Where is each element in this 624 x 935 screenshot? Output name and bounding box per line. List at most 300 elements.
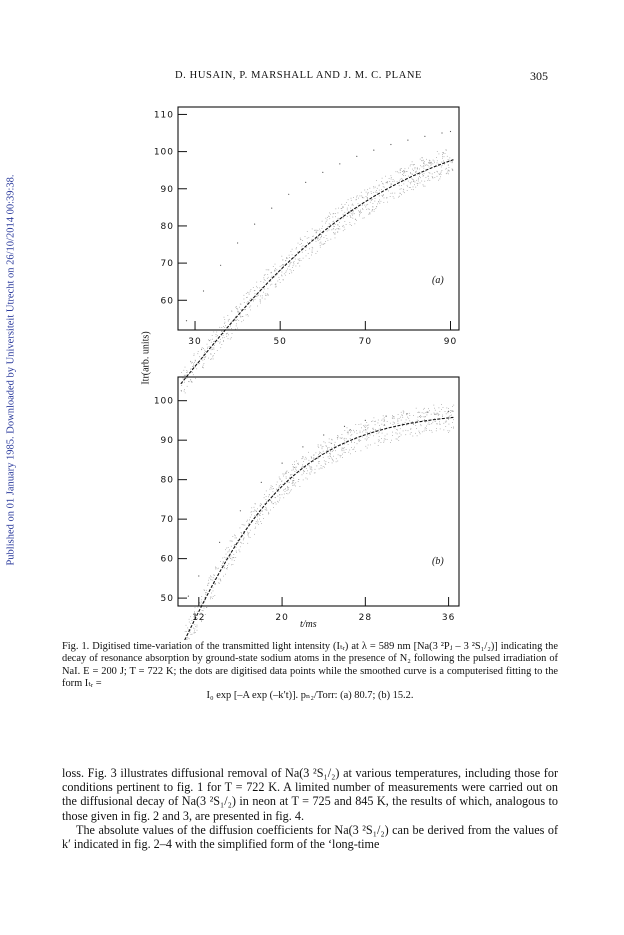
data-point xyxy=(191,363,192,364)
data-point xyxy=(286,471,287,472)
data-point xyxy=(428,162,429,163)
data-point xyxy=(197,353,198,354)
data-point xyxy=(295,482,296,483)
data-point xyxy=(361,212,362,213)
data-point xyxy=(342,210,343,211)
data-point xyxy=(357,433,358,434)
data-point xyxy=(416,171,417,172)
data-point xyxy=(344,229,345,230)
data-point xyxy=(337,224,338,225)
data-point xyxy=(412,178,413,179)
data-point xyxy=(348,432,349,433)
data-point xyxy=(283,280,284,281)
data-point xyxy=(215,569,216,570)
data-point xyxy=(391,179,392,180)
data-point xyxy=(221,330,222,331)
data-point xyxy=(227,569,228,570)
data-point xyxy=(293,265,294,266)
data-point xyxy=(271,208,272,209)
data-point xyxy=(348,211,349,212)
data-point xyxy=(313,457,314,458)
panel-b-data-points xyxy=(181,404,454,640)
panel-a-data-points xyxy=(181,131,453,393)
data-point xyxy=(377,192,378,193)
data-point xyxy=(276,504,277,505)
data-point xyxy=(367,204,368,205)
data-point xyxy=(365,427,366,428)
data-point xyxy=(237,242,238,243)
data-point xyxy=(272,276,273,277)
data-point xyxy=(394,418,395,419)
data-point xyxy=(320,247,321,248)
data-point xyxy=(334,226,335,227)
data-point xyxy=(243,538,244,539)
data-point xyxy=(329,223,330,224)
data-point xyxy=(244,295,245,296)
data-point xyxy=(333,228,334,229)
data-point xyxy=(337,232,338,233)
data-point xyxy=(303,466,304,467)
data-point xyxy=(417,169,418,170)
data-point xyxy=(328,462,329,463)
data-point xyxy=(450,412,451,413)
data-point xyxy=(257,306,258,307)
data-point xyxy=(453,411,454,412)
data-point xyxy=(363,197,364,198)
data-point xyxy=(420,417,421,418)
data-point xyxy=(441,174,442,175)
data-point xyxy=(312,229,313,230)
data-point xyxy=(273,507,274,508)
data-point xyxy=(271,502,272,503)
data-point xyxy=(365,446,366,447)
data-point xyxy=(189,638,190,639)
data-point xyxy=(333,232,334,233)
data-point xyxy=(438,180,439,181)
data-point xyxy=(383,202,384,203)
data-point xyxy=(335,213,336,214)
data-point xyxy=(186,372,187,373)
data-point xyxy=(344,430,345,431)
data-point xyxy=(204,589,205,590)
data-point xyxy=(416,428,417,429)
data-point xyxy=(287,490,288,491)
data-point xyxy=(283,490,284,491)
data-point xyxy=(420,165,421,166)
data-point xyxy=(424,164,425,165)
data-point xyxy=(433,405,434,406)
data-point xyxy=(345,452,346,453)
data-point xyxy=(224,337,225,338)
data-point xyxy=(286,493,287,494)
data-point xyxy=(314,473,315,474)
data-point xyxy=(452,162,453,163)
data-point xyxy=(312,247,313,248)
data-point xyxy=(424,419,425,420)
data-point xyxy=(381,181,382,182)
data-point xyxy=(400,417,401,418)
data-point xyxy=(412,174,413,175)
data-point xyxy=(398,440,399,441)
data-point xyxy=(294,264,295,265)
data-point xyxy=(368,445,369,446)
data-point xyxy=(303,258,304,259)
data-point xyxy=(303,480,304,481)
data-point xyxy=(423,184,424,185)
data-point xyxy=(305,250,306,251)
data-point xyxy=(321,445,322,446)
data-point xyxy=(403,191,404,192)
data-point xyxy=(421,416,422,417)
data-point xyxy=(211,358,212,359)
data-point xyxy=(265,294,266,295)
data-point xyxy=(247,543,248,544)
data-point xyxy=(191,634,192,635)
data-point xyxy=(206,607,207,608)
data-point xyxy=(240,528,241,529)
data-point xyxy=(342,437,343,438)
data-point xyxy=(367,436,368,437)
data-point xyxy=(333,213,334,214)
data-point xyxy=(190,379,191,380)
data-point xyxy=(413,170,414,171)
data-point xyxy=(343,230,344,231)
data-point xyxy=(389,178,390,179)
data-point xyxy=(375,208,376,209)
data-point xyxy=(428,408,429,409)
data-point xyxy=(399,185,400,186)
data-point xyxy=(326,453,327,454)
data-point xyxy=(302,246,303,247)
data-point xyxy=(365,439,366,440)
panel-b-tag: (b) xyxy=(432,556,444,567)
data-point xyxy=(349,450,350,451)
data-point xyxy=(337,437,338,438)
data-point xyxy=(187,386,188,387)
data-point xyxy=(283,265,284,266)
data-point xyxy=(186,370,187,371)
data-point xyxy=(417,435,418,436)
data-point xyxy=(316,241,317,242)
data-point xyxy=(340,455,341,456)
data-point xyxy=(410,183,411,184)
data-point xyxy=(437,172,438,173)
data-point xyxy=(190,632,191,633)
data-point xyxy=(309,466,310,467)
data-point xyxy=(232,333,233,334)
data-point xyxy=(296,247,297,248)
data-point xyxy=(375,424,376,425)
data-point xyxy=(214,349,215,350)
data-point xyxy=(183,370,184,371)
data-point xyxy=(411,164,412,165)
data-point xyxy=(289,273,290,274)
data-point xyxy=(350,429,351,430)
data-point xyxy=(356,197,357,198)
data-point xyxy=(335,450,336,451)
data-point xyxy=(329,213,330,214)
data-point xyxy=(367,193,368,194)
data-point xyxy=(188,638,189,639)
data-point xyxy=(212,335,213,336)
data-point xyxy=(344,440,345,441)
data-point xyxy=(307,242,308,243)
data-point xyxy=(213,587,214,588)
data-point xyxy=(379,425,380,426)
data-point xyxy=(290,475,291,476)
data-point xyxy=(204,350,205,351)
data-point xyxy=(360,210,361,211)
data-point xyxy=(330,453,331,454)
data-point xyxy=(409,187,410,188)
data-point xyxy=(344,227,345,228)
data-point xyxy=(294,467,295,468)
data-point xyxy=(189,619,190,620)
data-point xyxy=(365,430,366,431)
data-point xyxy=(426,177,427,178)
data-point xyxy=(292,481,293,482)
data-point xyxy=(331,448,332,449)
data-point xyxy=(287,471,288,472)
data-point xyxy=(373,207,374,208)
data-point xyxy=(420,416,421,417)
data-point xyxy=(289,477,290,478)
data-point xyxy=(391,175,392,176)
data-point xyxy=(211,593,212,594)
data-point xyxy=(364,426,365,427)
data-point xyxy=(368,425,369,426)
data-point xyxy=(421,160,422,161)
data-point xyxy=(248,523,249,524)
data-point xyxy=(448,170,449,171)
data-point xyxy=(268,270,269,271)
data-point xyxy=(232,541,233,542)
data-point xyxy=(432,174,433,175)
data-point xyxy=(302,474,303,475)
data-point xyxy=(250,310,251,311)
data-point xyxy=(448,408,449,409)
data-point xyxy=(299,260,300,261)
data-point xyxy=(241,532,242,533)
data-point xyxy=(313,461,314,462)
data-point xyxy=(399,436,400,437)
data-point xyxy=(181,385,182,386)
data-point xyxy=(212,339,213,340)
data-point xyxy=(379,200,380,201)
data-point xyxy=(373,435,374,436)
data-point xyxy=(417,167,418,168)
data-point xyxy=(251,298,252,299)
data-point xyxy=(417,183,418,184)
data-point xyxy=(317,251,318,252)
data-point xyxy=(231,541,232,542)
data-point xyxy=(373,192,374,193)
data-point xyxy=(359,216,360,217)
data-point xyxy=(213,332,214,333)
data-point xyxy=(308,465,309,466)
data-point xyxy=(224,323,225,324)
data-point xyxy=(340,438,341,439)
data-point xyxy=(233,564,234,565)
data-point xyxy=(401,194,402,195)
data-point xyxy=(379,432,380,433)
data-point xyxy=(445,169,446,170)
data-point xyxy=(273,491,274,492)
data-point xyxy=(379,429,380,430)
data-point xyxy=(390,442,391,443)
data-point xyxy=(201,602,202,603)
data-point xyxy=(255,523,256,524)
data-point xyxy=(309,460,310,461)
data-point xyxy=(358,198,359,199)
data-point xyxy=(235,538,236,539)
data-point xyxy=(277,501,278,502)
data-point xyxy=(415,167,416,168)
data-point xyxy=(427,180,428,181)
data-point xyxy=(423,165,424,166)
data-point xyxy=(214,353,215,354)
data-point xyxy=(360,211,361,212)
data-point xyxy=(266,510,267,511)
data-point xyxy=(197,625,198,626)
data-point xyxy=(354,432,355,433)
data-point xyxy=(243,525,244,526)
data-point xyxy=(353,205,354,206)
data-point xyxy=(428,176,429,177)
data-point xyxy=(316,230,317,231)
data-point xyxy=(255,527,256,528)
data-point xyxy=(318,444,319,445)
data-point xyxy=(208,583,209,584)
data-point xyxy=(264,497,265,498)
data-point xyxy=(320,237,321,238)
data-point xyxy=(251,289,252,290)
data-point xyxy=(286,473,287,474)
data-point xyxy=(270,510,271,511)
data-point xyxy=(385,176,386,177)
data-point xyxy=(411,428,412,429)
data-point xyxy=(260,296,261,297)
data-point xyxy=(432,176,433,177)
data-point xyxy=(256,521,257,522)
data-point xyxy=(402,415,403,416)
data-point xyxy=(213,591,214,592)
data-point xyxy=(446,408,447,409)
data-point xyxy=(408,181,409,182)
data-point xyxy=(394,423,395,424)
data-point xyxy=(311,469,312,470)
data-point xyxy=(448,412,449,413)
data-point xyxy=(367,195,368,196)
data-point xyxy=(227,552,228,553)
data-point xyxy=(350,210,351,211)
data-point xyxy=(371,199,372,200)
data-point xyxy=(281,275,282,276)
data-point xyxy=(379,440,380,441)
data-point xyxy=(213,348,214,349)
data-point xyxy=(293,270,294,271)
data-point xyxy=(239,550,240,551)
data-point xyxy=(254,534,255,535)
data-point xyxy=(450,415,451,416)
data-point xyxy=(193,365,194,366)
data-point xyxy=(253,300,254,301)
data-point xyxy=(375,187,376,188)
data-point xyxy=(341,208,342,209)
data-point xyxy=(270,281,271,282)
data-point xyxy=(376,433,377,434)
data-point xyxy=(257,523,258,524)
data-point xyxy=(426,430,427,431)
data-point xyxy=(438,414,439,415)
data-point xyxy=(392,432,393,433)
data-point xyxy=(229,549,230,550)
data-point xyxy=(416,408,417,409)
data-point xyxy=(440,429,441,430)
data-point xyxy=(312,470,313,471)
data-point xyxy=(333,221,334,222)
data-point xyxy=(412,421,413,422)
data-point xyxy=(307,479,308,480)
data-point xyxy=(439,411,440,412)
data-point xyxy=(301,243,302,244)
data-point xyxy=(251,514,252,515)
data-point xyxy=(282,272,283,273)
data-point xyxy=(363,430,364,431)
data-point xyxy=(419,412,420,413)
data-point xyxy=(420,159,421,160)
y-tick-label: 50 xyxy=(160,594,174,605)
data-point xyxy=(218,341,219,342)
data-point xyxy=(280,266,281,267)
data-point xyxy=(262,298,263,299)
data-point xyxy=(223,326,224,327)
data-point xyxy=(194,629,195,630)
data-point xyxy=(224,568,225,569)
data-point xyxy=(418,417,419,418)
y-tick-label: 60 xyxy=(160,554,174,565)
data-point xyxy=(381,420,382,421)
data-point xyxy=(296,461,297,462)
data-point xyxy=(377,204,378,205)
data-point xyxy=(219,343,220,344)
data-point xyxy=(225,322,226,323)
data-point xyxy=(322,221,323,222)
data-point xyxy=(393,424,394,425)
data-point xyxy=(339,229,340,230)
data-point xyxy=(375,429,376,430)
data-point xyxy=(385,439,386,440)
data-point xyxy=(290,491,291,492)
data-point xyxy=(268,513,269,514)
data-point xyxy=(243,316,244,317)
data-point xyxy=(348,452,349,453)
data-point xyxy=(351,434,352,435)
data-point xyxy=(387,182,388,183)
data-point xyxy=(372,199,373,200)
x-tick-label: 30 xyxy=(188,337,202,347)
data-point xyxy=(413,189,414,190)
data-point xyxy=(195,626,196,627)
data-point xyxy=(212,356,213,357)
data-point xyxy=(267,295,268,296)
data-point xyxy=(415,168,416,169)
data-point xyxy=(312,250,313,251)
data-point xyxy=(234,560,235,561)
data-point xyxy=(338,213,339,214)
data-point xyxy=(393,422,394,423)
data-point xyxy=(325,442,326,443)
